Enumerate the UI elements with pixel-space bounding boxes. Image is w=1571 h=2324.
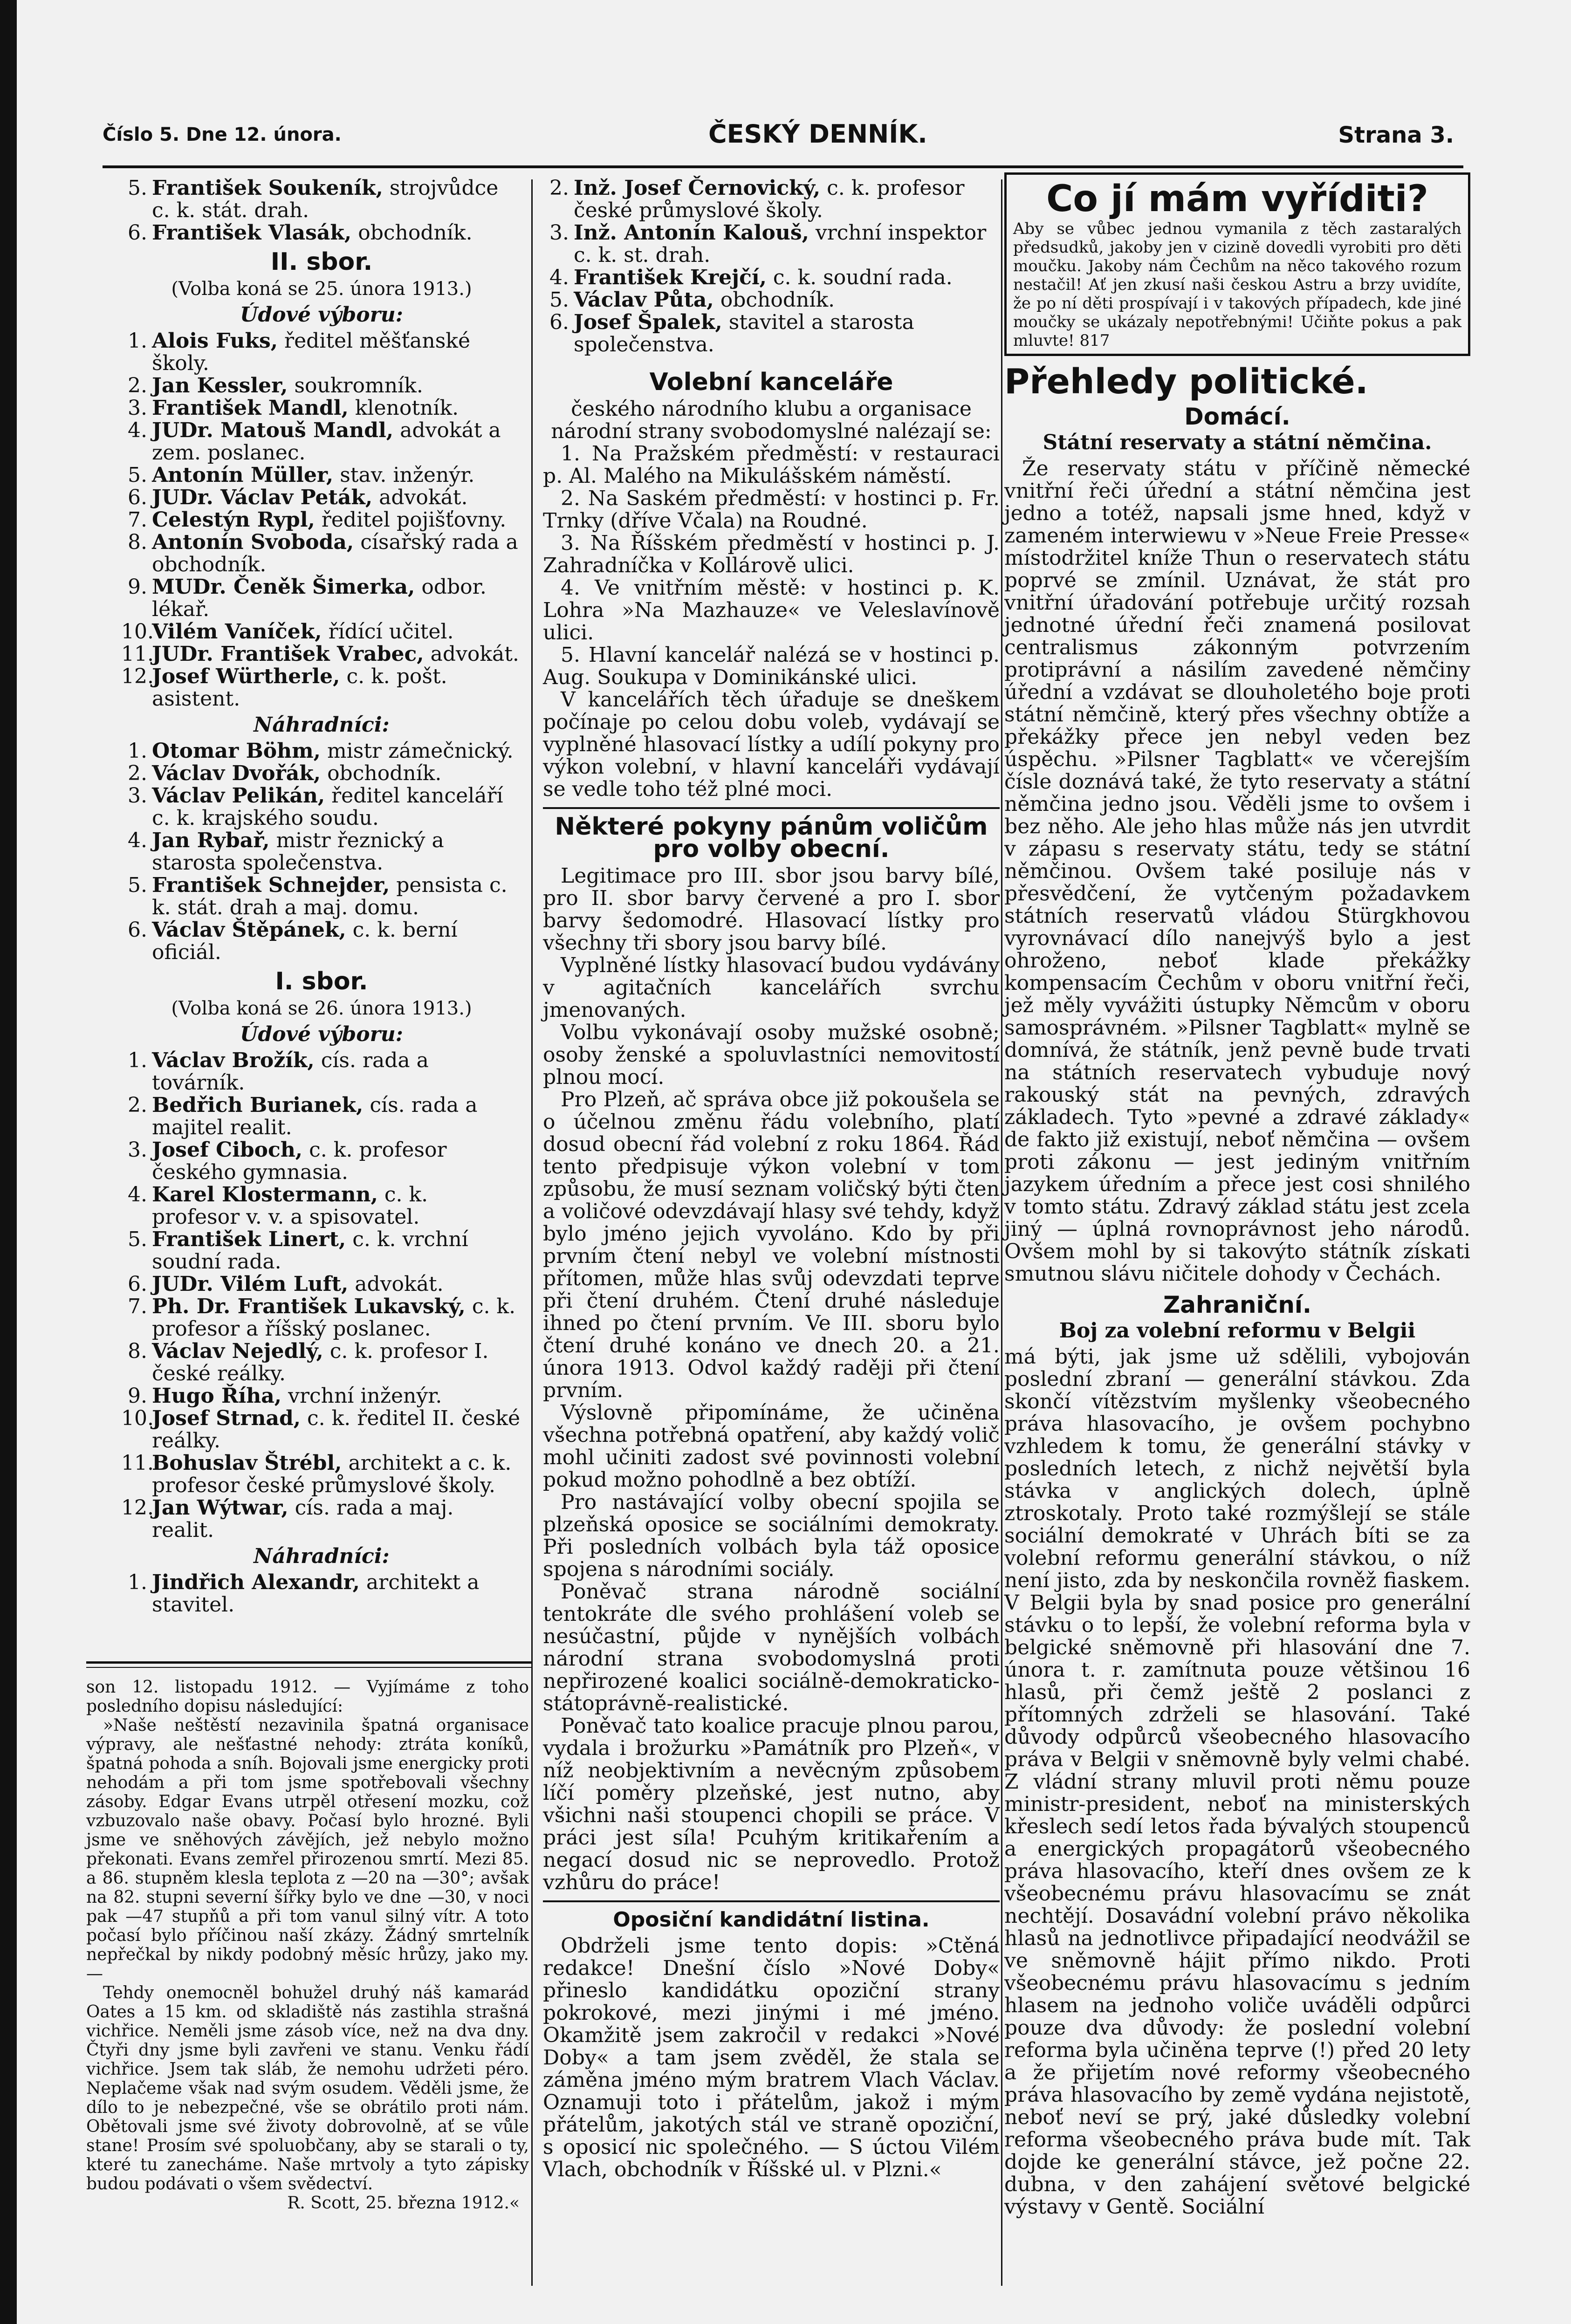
scan-edge bbox=[0, 0, 17, 2324]
list-item: 6. Josef Špalek, stavitel a starosta společenstva. bbox=[549, 310, 914, 356]
section-heading-prehledy: Přehledy politické. bbox=[1004, 362, 1368, 402]
article-paragraph: 4. Ve vnitřním městě: v hostinci p. K. Lohra »Na Mazhauze« ve Veleslavínově ulici. bbox=[543, 576, 1000, 644]
list-item: 8. Antonín Svoboda, císařský rada a obchodník. bbox=[128, 530, 518, 576]
article-divider bbox=[543, 807, 1000, 809]
list-item: 4. Karel Klostermann, c. k. profesor v. v. a spisovatel. bbox=[128, 1183, 428, 1229]
list-item: 5. František Soukeník, strojvůdce c. k. stát. drah. bbox=[128, 176, 499, 222]
article-paragraph: Poněvač strana národně sociální tentokráte dle svého prohlášení voleb se nesúčastní, půjde v nynějších volbách národní strana svobodomyslná proti nepřirozené koalici sociálně-demokraticko-státoprávně-realistické. bbox=[543, 1580, 1000, 1715]
column-3 bbox=[1004, 177, 1470, 2218]
list-item: 3. Václav Pelikán, ředitel kanceláří c. k. krajského soudu. bbox=[128, 784, 503, 830]
list-item: 2. Jan Kessler, soukromník. bbox=[128, 374, 423, 398]
article-paragraph: 1. Na Pražském předměstí: v restauraci p. Al. Malého na Mikulášském náměstí. bbox=[543, 442, 1000, 488]
subheading-members: Údové výboru: bbox=[240, 1022, 404, 1046]
subheading-members: Údové výboru: bbox=[240, 303, 404, 327]
list-sbor1-substitutes-cont bbox=[543, 177, 1000, 356]
article-paragraph: má býti, jak jsme už sdělili, vybojován poslední zbraní — generální stávkou. Zda skončí vítězstvím myšlenky všeobecného práva hlasovacího, je ovšem pochybno vzhledem k tomu, že generální stávky v posledních letech, z nichž největší byla stávka v anglických dolech, úplně ztroskotaly. Proto také rozmýšlejí se stále sociální demokraté v Uhrách bíti se za volební reformu generální stávkou, o níž není jisto, zda by neskončila rovněž fiaskem. V Belgii byla by snad posice pro generální stávku o to lepší, že volební reforma byla v belgické sněmovně při hlasování dne 7. února t. r. zamítnuta pouze většinou 16 hlasů, při čemž ještě 2 poslanci z přítomných zdrželi se hlasování. Také důvody odpůrců všeobecného hlasovacího práva v Belgii v sněmovně byly velmi chabé. Z vládní strany mluvil proti němu pouze ministr-president, neboť na ministerských křeslech sedí letos řada bývalých stoupenců a energických propagátorů všeobecného práva hlasovacího, kteří dnes ovšem ze k všeobecnému právu hlasovacímu se znát nechtějí. Dosavádní volební právo několika hlasů na jednotlivce připadající neodvážil se ve sněmovně hájit přímo nikdo. Proti všeobecnému právu hlasovacímu s jedním hlasem na jednoho voliče uváděli odpůrci pouze dva důvody: že poslední volební reforma byla učiněna teprve (!) před 20 lety a že přijetím nové reformy všeobecného práva hlasovacího by země vydána nejistotě, neboť neví se prý, jaké důsledky volební reforma všeobecného práva bude mít. Tak dojde ke generální stávce, jež počne 22. dubna, v den zahájení světové belgické výstavy v Gentě. Sociální bbox=[1004, 1345, 1470, 2219]
list-item: 9. Hugo Říha, vrchní inženýr. bbox=[128, 1384, 442, 1408]
ad-headline: Co jí mám vyříditi? bbox=[1046, 178, 1428, 220]
list-item: 6. Václav Štěpánek, c. k. berní oficiál. bbox=[128, 918, 458, 964]
column-1 bbox=[121, 177, 522, 1616]
subsection-heading-zahranicni: Zahraniční. bbox=[1163, 1291, 1312, 1318]
list-item: 2. Bedřich Burianek, cís. rada a majitel realit. bbox=[128, 1093, 478, 1139]
list-item: 10. Josef Strnad, c. k. ředitel II. české reálky. bbox=[121, 1406, 521, 1453]
header-rule bbox=[103, 165, 1463, 168]
list-item: 1. Jindřich Alexandr, architekt a stavitel. bbox=[128, 1570, 480, 1617]
ad-text: Aby se vůbec jednou vymanila z těch zastaralých předsudků, jakoby jen v cizině dovedli vyrobiti pro děti moučku. Jakoby nám Čechům na něco takového rozum nestačil! Ať jen zkusí naši českou Astru a brzy uvidíte, že po ní děti prospívají i v takových případech, kde jiné moučky se ukázaly nepotřebnými! Učiňte pokus a pak mluvte! 817 bbox=[1013, 219, 1461, 350]
list-item: 1. Alois Fuks, ředitel měšťanské školy. bbox=[128, 329, 470, 375]
section-heading-sbor-2: II. sbor. bbox=[270, 248, 373, 276]
masthead-title: ČESKÝ DENNÍK. bbox=[708, 119, 927, 149]
article-paragraph: Volbu vykonávají osoby mužské osobně; osoby ženské a spoluvlastníci nemovitostí plnou mocí. bbox=[543, 1021, 1000, 1089]
list-sbor1-members bbox=[121, 1049, 522, 1542]
list-sbor2-members bbox=[121, 330, 522, 710]
list-item: 12. Jan Wýtwar, cís. rada a maj. realit. bbox=[121, 1496, 454, 1542]
list-item: 4. František Krejčí, c. k. soudní rada. bbox=[549, 266, 953, 289]
article-paragraph: Poněvač tato koalice pracuje plnou parou, vydala i brožurku »Památník pro Plzeň«, v níž neobjektivním a nevěcným způsobem líčí poměry plzeňské, jest nutno, aby všichni naši stoupenci chopili se práce. V práci jest síla! Pcuhým kritikařením a negací dosud nic se neprovedlo. Protož vzhůru do práce! bbox=[543, 1714, 1000, 1894]
page-number: Strana 3. bbox=[1338, 122, 1454, 148]
election-date-note: (Volba koná se 25. února 1913.) bbox=[171, 278, 472, 300]
list-item: 2. Václav Dvořák, obchodník. bbox=[128, 761, 442, 785]
list-item: 6. JUDr. Vilém Luft, advokát. bbox=[128, 1272, 444, 1296]
astra-advertisement bbox=[1004, 172, 1470, 356]
article-divider bbox=[86, 1667, 531, 1668]
list-item: 4. JUDr. Matouš Mandl, advokát a zem. poslanec. bbox=[128, 418, 501, 465]
list-item: 2. Inž. Josef Černovický, c. k. profesor české průmyslové školy. bbox=[549, 176, 965, 222]
article-title: Státní reservaty a státní němčina. bbox=[1043, 431, 1432, 454]
list-item: 11. Bohuslav Štrébl, architekt a c. k. profesor české průmyslové školy. bbox=[121, 1451, 512, 1497]
article-paragraph: Pro nastávající volby obecní spojila se plzeňská oposice se sociálními demokraty. Při posledních volbách byla táž oposice spojena s národními sociály. bbox=[543, 1490, 1000, 1581]
list-item: 5. František Linert, c. k. vrchní soudní rada. bbox=[128, 1227, 468, 1274]
article-paragraph: Že reservaty státu v příčině německé vnitřní řeči úřední a státní němčina jest jedno a totéž, napsali jsme hned, když v zameném interwiewu v »Neue Freie Presse« místodržitel kníže Thun o reservatech státu poprvé se zmínil. Uznávat, že stát pro vnitřní úřadování potřebuje určitý rozsah jednotné úřední řeči znamená posilovat centralismus zákonným potvrzením protiprávní a násilím zavedené němčiny úřední a vzdávat se dlouholetého boje proti státní němčině, který přes všechny obtíže a překážky přece jen nebyl veden bez úspěchu. »Pilsner Tagblatt« ve včerejším čísle doznává také, že tyto reservaty a státní němčina jedno jsou. Věděli jsme to ovšem i bez něho. Ale jeho hlas může nás jen utvrdit v zápasu s reservaty státu, tedy se státní němčinou. Ovšem také posiluje nás v přesvědčení, že vytčeným požadavkem státních reservatů vládou Stürgkhovou vyrovnávací dílo nanejvýš bylo a jest ohroženo, neboť klade překážky kompensacím Čechům v oboru vnitřní řeči, jež měly vyvážiti ústupky Němcům v oboru samosprávném. »Pilsner Tagblatt« mylně se domnívá, že státník, jenž pevně bude trvati na státních reservatech vybuduje nový rakouský stát na pevných, zdravých základech. Tyto »pevné a zdravé základy« de fakto již existují, neboť němčina — ovšem proti zákonu — jest jediným vnitřním jazykem úředním a přece jest cosi shnilého v tomto státu. Zdravý základ státu jest zcela jiný — úplná rovnoprávnost jeho národů. Ovšem mohl by si takovýto státník získati smutnou slávu ničitele dohody v Čechách. bbox=[1004, 457, 1470, 1286]
list-item: 1. Otomar Böhm, mistr zámečnický. bbox=[128, 739, 514, 763]
list-item: 1. Václav Brožík, cís. rada a továrník. bbox=[128, 1049, 429, 1095]
list-item: 5. Václav Půta, obchodník. bbox=[549, 288, 835, 312]
article-paragraph: Výslovně připomínáme, že učiněna všechna potřebná opatření, aby každý volič mohl učiniti zadost své povinnosti volební pokud možno pohodlně a bez obtíží. bbox=[543, 1401, 1000, 1492]
article-paragraph: V kancelářích těch úřaduje se dneškem počínaje po celou dobu voleb, vydávají se vyplněné hlasovací lístky a udílí pokyny pro výkon volební, v hlavní kanceláři vydávají se vedle toho též plné moci. bbox=[543, 688, 1000, 801]
page-header bbox=[103, 117, 1454, 158]
article-paragraph: Tehdy onemocněl bohužel druhý náš kamarád Oates a 15 km. od skladiště nás zastihla strašná vichřice. Neměli jsme zásob více, než na dva dny. Čtyři dny jsme byli zavřeni ve stanu. Venku řádí vichřice. Jsem tak sláb, že nemohu udržeti péro. Neplačeme však nad svým osudem. Věděli jsme, že dílo to je nebezpečné, vše se obrátilo proti nám. Obětovali jsme své životy dobrovolně, ať se vůle stane! Prosím své spoluobčany, aby se starali o ty, které tu zanecháme. Naše mrtvoly a tyto zápisky budou podávati o všem svědectví. bbox=[86, 1983, 529, 2194]
heading-pokyny: Některé pokyny pánům voličům pro volby obecní. bbox=[555, 813, 988, 863]
article-paragraph: 2. Na Saském předměstí: v hostinci p. Fr. Trnky (dříve Včala) na Roudné. bbox=[543, 487, 1000, 533]
article-paragraph: son 12. listopadu 1912. — Vyjímáme z toho posledního dopisu následující: bbox=[86, 1678, 529, 1716]
list-item: 6. František Vlasák, obchodník. bbox=[128, 221, 473, 245]
article-paragraph: Pro Plzeň, ač správa obce již pokoušela se o účelnou změnu řádu volebního, platí dosud obecní řád volební z roku 1864. Řád tento předpisuje výkon volební v tom způsobu, že musí seznam voličský býti čten a voličové odevzdávají hlasy své tehdy, když bylo jméno jejich vyvoláno. Kdo by při prvním čtení nebyl ve volební místnosti přítomen, může hlas svůj odevzdati teprve při čtení druhém. Čtení druhé následuje ihned po čtení prvním. Ve III. sboru bylo čtení druhé konáno ve dnech 20. a 21. února 1913. Odvol každý raději při čtení prvním. bbox=[543, 1088, 1000, 1402]
subheading-substitutes: Náhradníci: bbox=[254, 1544, 390, 1568]
list-item: 11. JUDr. František Vrabec, advokát. bbox=[121, 642, 519, 666]
list-item: 7. Ph. Dr. František Lukavský, c. k. profesor a říšský poslanec. bbox=[128, 1295, 516, 1341]
article-paragraph: Obdrželi jsme tento dopis: »Ctěná redakce! Dnešní číslo »Nové Doby« přineslo kandidátku opoziční strany pokrokové, mezi jinými i mé jméno. Okamžitě jsem zakročil v redakci »Nové Doby« a tam jsem zvěděl, že stala se záměna jméno mým bratrem Vlach Václav. Oznamuji toto i přátelům, jakož i mým přátelům, jakotých stál ve straně opoziční, s oposicí nic společného. — S úctou Vilém Vlach, obchodník v Říšské ul. v Plzni.« bbox=[543, 1934, 1000, 2181]
election-date-note: (Volba koná se 26. února 1913.) bbox=[171, 998, 472, 1019]
section-heading-sbor-1: I. sbor. bbox=[275, 967, 368, 995]
list-item: 5. Antonín Müller, stav. inženýr. bbox=[128, 463, 475, 487]
article-title: Boj za volební reformu v Belgii bbox=[1059, 1319, 1416, 1343]
list-sbor2-substitutes bbox=[121, 740, 522, 964]
column-divider-2 bbox=[1001, 179, 1002, 2286]
subheading-substitutes: Náhradníci: bbox=[254, 713, 390, 737]
heading-oposicni-kandidatka: Oposiční kandidátní listina. bbox=[613, 1908, 930, 1932]
list-item: 9. MUDr. Čeněk Šimerka, odbor. lékař. bbox=[128, 575, 487, 621]
article-paragraph: českého národního klubu a organisace národní strany svobodomyslné nalézají se: bbox=[551, 397, 992, 443]
scott-letter-article bbox=[86, 1678, 529, 2213]
column-divider-1 bbox=[531, 179, 533, 2286]
list-item: 8. Václav Nejedlý, c. k. profesor I. české reálky. bbox=[128, 1339, 489, 1385]
list-item: 6. JUDr. Václav Peták, advokát. bbox=[128, 486, 468, 509]
column-2 bbox=[543, 177, 1000, 2181]
list-item: 4. Jan Rybař, mistr řeznický a starosta společenstva. bbox=[128, 829, 444, 875]
list-item: 10. Vilém Vaníček, řídící učitel. bbox=[121, 620, 454, 644]
article-paragraph: »Naše neštěstí nezavinila špatná organisace výpravy, ale nešťastné nehody: ztráta koníků, špatná pohoda a sníh. Bojovali jsme energicky proti nehodám a při tom jsme spotřebovali všechny zásoby. Edgar Evans utrpěl otřesení mozku, což vzbuzovalo naše obavy. Počasí bylo hrozné. Byli jsme ve sněhových závějích, jež nebylo možno překonati. Evans zemřel přirozenou smrtí. Mezi 85. a 86. stupněm klesla teplota z —20 na —30°; avšak na 82. stupni severní šířky bylo ve dne —30, v noci pak —47 stupňů a při tom vanul silný vítr. A toto počasí bylo příčinou naší zkázy. Žádný smrtelník nepřečkal by nikdy podobný měsíc hrůzy, jako my. — bbox=[86, 1716, 529, 1983]
article-paragraph: 3. Na Říšském předměstí v hostinci p. J. Zahradníčka v Kollárově ulici. bbox=[543, 531, 1000, 577]
list-item: 7. Celestýn Rypl, ředitel pojišťovny. bbox=[128, 508, 507, 532]
list-item: 12. Josef Würtherle, c. k. pošt. asistent. bbox=[121, 665, 447, 711]
list-item: 5. František Schnejder, pensista c. k. stát. drah a maj. domu. bbox=[128, 873, 508, 919]
article-divider bbox=[86, 1661, 531, 1664]
letter-signature: R. Scott, 25. března 1912.« bbox=[287, 2194, 520, 2213]
subsection-heading-domaci: Domácí. bbox=[1184, 403, 1290, 430]
article-paragraph: Legitimace pro III. sbor jsou barvy bílé, pro II. sbor barvy červené a pro I. sbor barvy šedomodré. Hlasovací lístky pro všechny tři sbory jsou barvy bílé. bbox=[543, 864, 1000, 955]
article-paragraph: 5. Hlavní kancelář nalézá se v hostinci p. Aug. Soukupa v Dominikánské ulici. bbox=[543, 643, 1000, 689]
list-item: 3. Inž. Antonín Kalouš, vrchní inspektor c. k. st. drah. bbox=[549, 221, 987, 267]
article-divider bbox=[543, 1900, 1000, 1902]
list-item: 3. František Mandl, klenotník. bbox=[128, 396, 459, 420]
article-paragraph: Vyplněné lístky hlasovací budou vydávány v agitačních kancelářích svrchu jmenovaných. bbox=[543, 953, 1000, 1022]
list-sbor3-tail bbox=[121, 177, 522, 244]
list-item: 3. Josef Ciboch, c. k. profesor českého gymnasia. bbox=[128, 1138, 447, 1184]
heading-volebni-kancelare: Volební kanceláře bbox=[649, 368, 893, 396]
header-issue-date: Číslo 5. Dne 12. února. bbox=[103, 124, 342, 145]
